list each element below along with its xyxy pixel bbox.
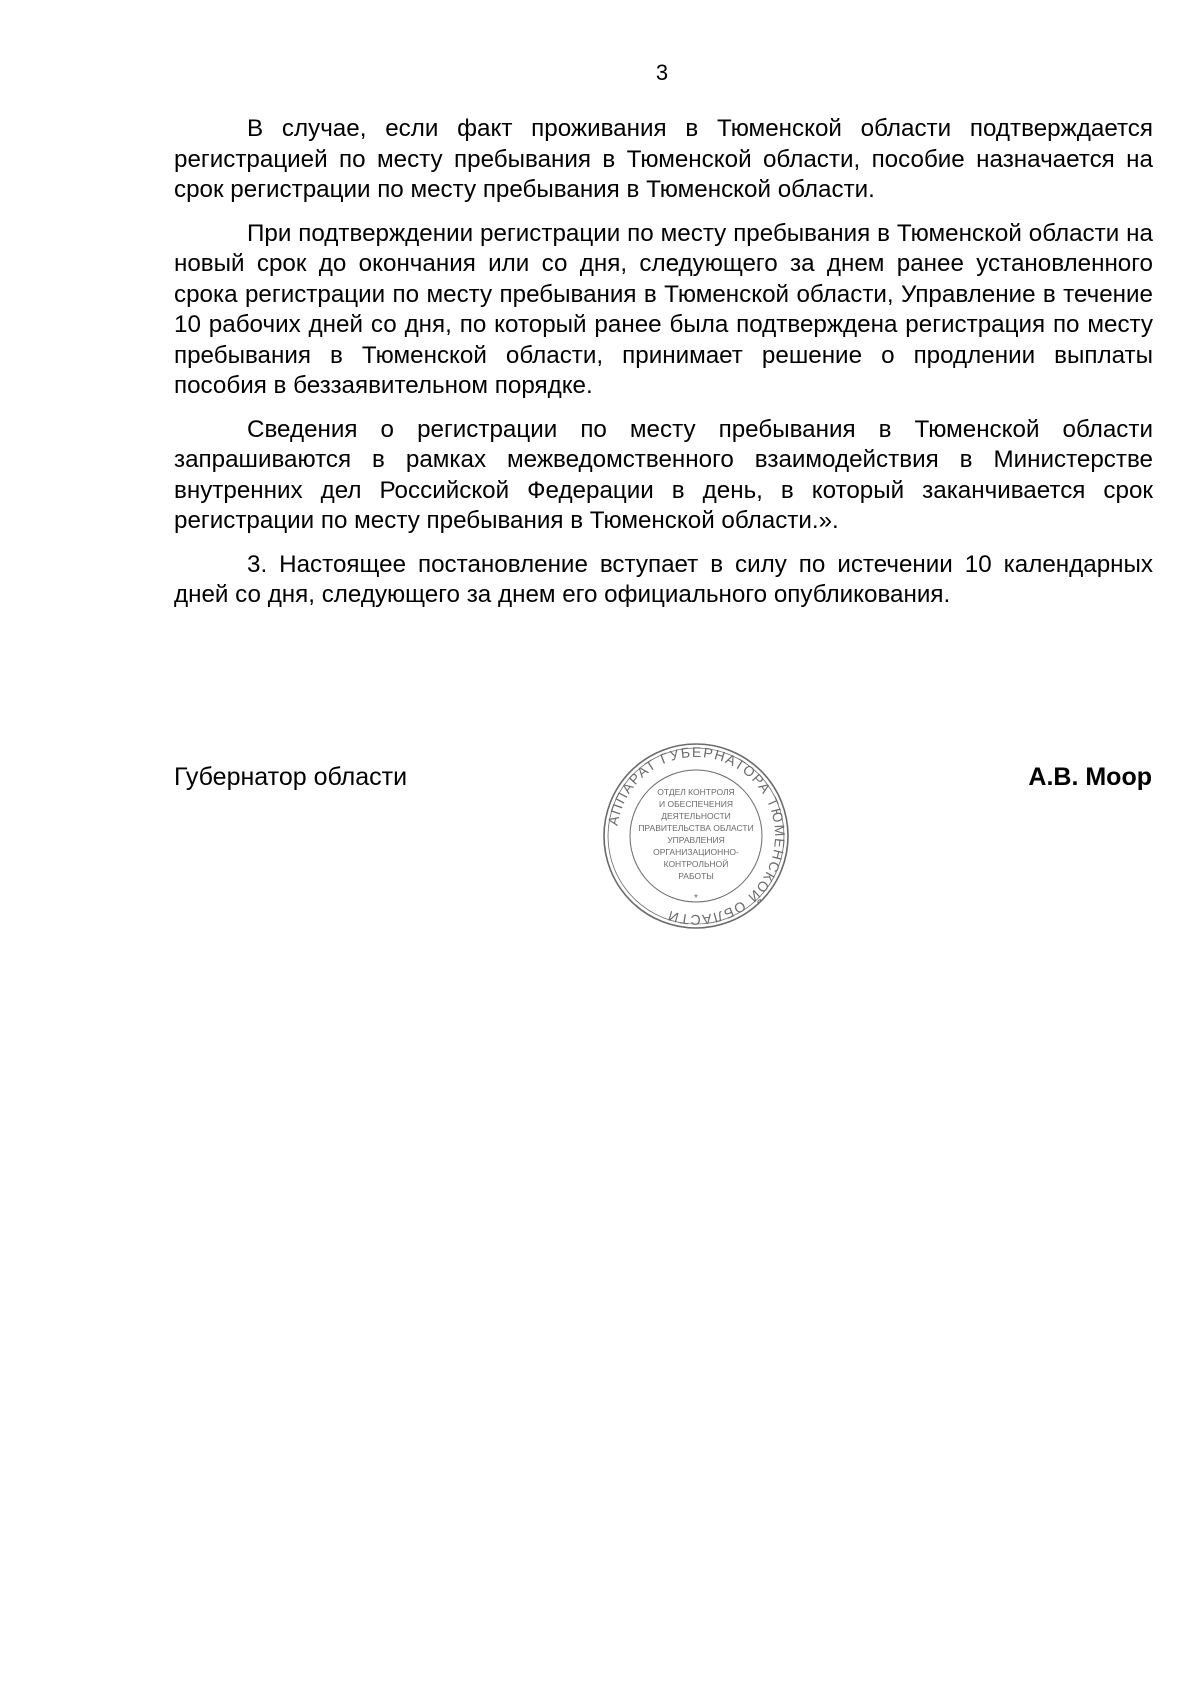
svg-text:РАБОТЫ: РАБОТЫ [678,871,714,881]
svg-text:КОНТРОЛЬНОЙ: КОНТРОЛЬНОЙ [663,859,729,869]
document-body [174,114,1153,624]
svg-text:ПРАВИТЕЛЬСТВА ОБЛАСТИ: ПРАВИТЕЛЬСТВА ОБЛАСТИ [638,823,754,833]
signatory-name: А.В. Моор [1028,763,1152,791]
svg-text:ОТДЕЛ КОНТРОЛЯ: ОТДЕЛ КОНТРОЛЯ [657,787,735,797]
svg-text:ОРГАНИЗАЦИОННО-: ОРГАНИЗАЦИОННО- [653,847,739,857]
paragraph-registration-extension: При подтверждении регистрации по месту пребывания в Тюменской области на новый срок до окончания или со дня, следующего за днем ранее установленного срока регистрации по месту пребывания в Тюменской области, Управление в течение 10 рабочих дней со дня, по который ранее была подтверждена регистрация по месту пребывания в Тюменской области, принимает решение о продлении выплаты пособия в беззаявительном порядке. [174,219,1153,399]
svg-text:УПРАВЛЕНИЯ: УПРАВЛЕНИЯ [667,835,725,845]
page-number: 3 [655,60,669,85]
svg-text:И ОБЕСПЕЧЕНИЯ: И ОБЕСПЕЧЕНИЯ [659,799,733,809]
official-seal-stamp [601,741,791,931]
paragraph-residence-registration: В случае, если факт проживания в Тюменской области подтверждается регистрацией по месту пребывания в Тюменской области, пособие назначается на срок регистрации по месту пребывания в Тюменской области. [174,115,1153,203]
svg-text:ДЕЯТЕЛЬНОСТИ: ДЕЯТЕЛЬНОСТИ [661,811,731,821]
svg-text:*: * [694,893,698,904]
signatory-position: Губернатор области [174,763,408,791]
paragraph-interagency-request: Сведения о регистрации по месту пребывания в Тюменской области запрашиваются в рамках межведомственного взаимодействия в Министерстве внутренних дел Российской Федерации в день, в который заканчивается срок регистрации по месту пребывания в Тюменской области.». [174,415,1153,534]
paragraph-effective-date: 3. Настоящее постановление вступает в силу по истечении 10 календарных дней со дня, следующего за днем его официального опубликования. [174,550,1153,608]
svg-text:АППАРАТ ГУБЕРНАТОРА ТЮМЕНСКОЙ: АППАРАТ ГУБЕРНАТОРА ТЮМЕНСКОЙ ОБЛАСТИ [604,743,789,929]
